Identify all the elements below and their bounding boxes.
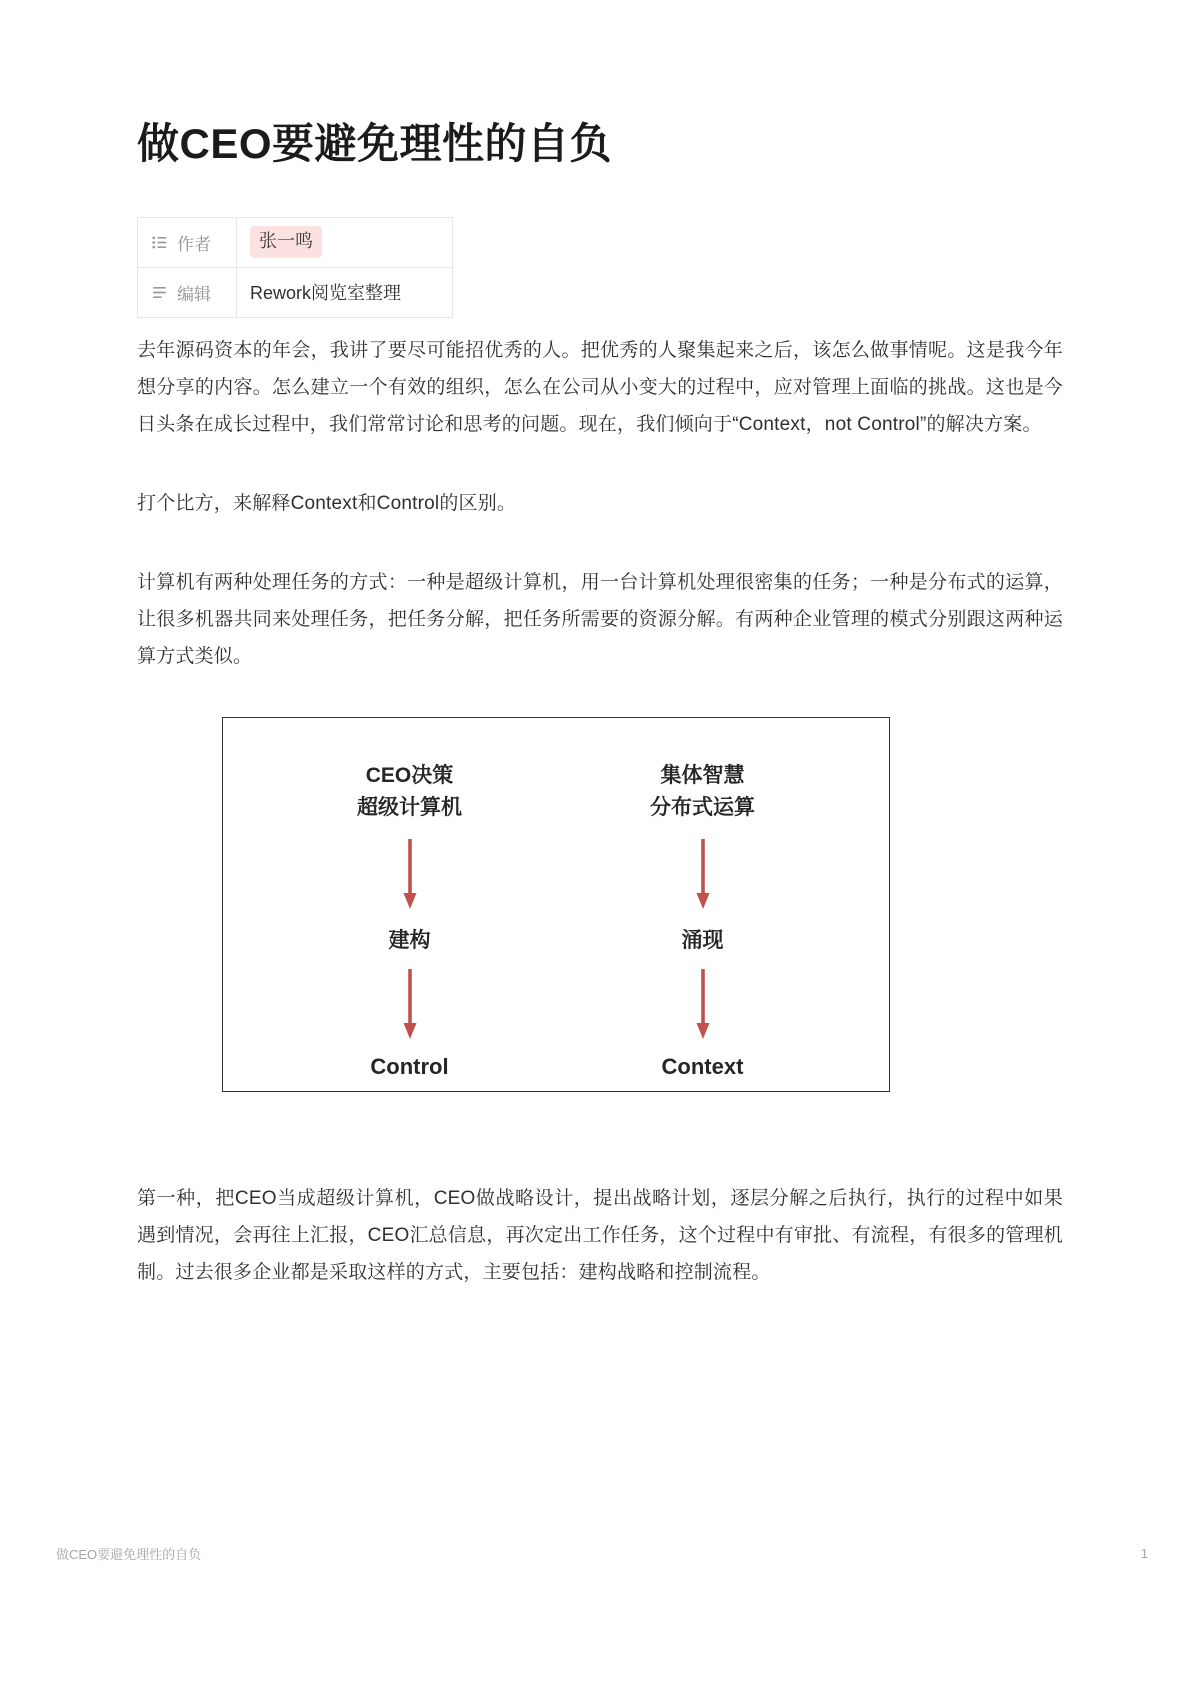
down-arrow-icon	[695, 969, 711, 1039]
property-value-editor	[237, 267, 453, 317]
diagram-top-line2-left: 超级计算机	[357, 795, 462, 819]
text-lines-icon	[151, 284, 168, 301]
page-footer	[56, 1544, 1148, 1563]
concept-diagram	[222, 717, 890, 1092]
property-label-inner	[151, 230, 226, 255]
paragraph-3: 计算机有两种处理任务的方式：一种是超级计算机，用一台计算机处理很密集的任务；一种是分布式的运算，让很多机器共同来处理任务，把任务分解，把任务所需要的资源分解。有两种企业管理的模式分别跟这两种运算方式类似。	[137, 571, 1063, 667]
paragraph-1: 去年源码资本的年会，我讲了要尽可能招优秀的人。把优秀的人聚集起来之后，该怎么做事情呢。这是我今年想分享的内容。怎么建立一个有效的组织，怎么在公司从小变大的过程中，应对管理上面临的挑战。这也是今日头条在成长过程中，我们常常讨论和思考的问题。现在，我们倾向于“Context，not Control”的解决方案。	[137, 339, 1063, 435]
property-label-inner	[151, 280, 226, 305]
diagram-top-line1-right: 集体智慧	[660, 763, 745, 787]
diagram-middle-label-left: 建构	[388, 928, 431, 952]
property-label-author	[138, 217, 237, 267]
property-row-author	[138, 217, 453, 267]
property-label-editor	[138, 267, 237, 317]
diagram-top-label-left	[357, 760, 462, 824]
down-arrow-icon	[402, 839, 418, 909]
property-row-editor	[138, 267, 453, 317]
page-title: 做CEO要避免理性的自负	[137, 120, 613, 167]
footer-page-number: 1	[1140, 1546, 1148, 1561]
property-label-text-author: 作者	[177, 234, 211, 254]
down-arrow-icon	[695, 839, 711, 909]
diagram-middle-label-right: 涌现	[681, 928, 724, 952]
diagram-top-line2-right: 分布式运算	[650, 795, 755, 819]
property-value-author	[237, 217, 453, 267]
diagram-column-control	[263, 760, 556, 1091]
bulleted-list-icon	[151, 234, 168, 251]
author-tag: 张一鸣	[250, 226, 322, 257]
paragraph-4: 第一种，把CEO当成超级计算机，CEO做战略设计，提出战略计划，逐层分解之后执行，执行的过程中如果遇到情况，会再往上汇报，CEO汇总信息，再次定出工作任务，这个过程中有审批、有流程，有很多的管理机制。过去很多企业都是采取这样的方式，主要包括：建构战略和控制流程。	[137, 1187, 1063, 1283]
diagram-top-line1-left: CEO决策	[365, 763, 454, 787]
properties-table	[137, 217, 453, 318]
diagram-column-context	[556, 760, 849, 1091]
footer-title: 做CEO要避免理性的自负	[56, 1547, 202, 1562]
editor-value-text: Rework阅览室整理	[250, 283, 402, 303]
diagram-bottom-label-right: Context	[661, 1053, 744, 1079]
paragraph-2: 打个比方，来解释Context和Control的区别。	[137, 492, 517, 514]
document-content	[137, 0, 1063, 1291]
property-label-text-editor: 编辑	[177, 284, 211, 304]
diagram-top-label-right	[650, 760, 755, 824]
down-arrow-icon	[402, 969, 418, 1039]
diagram-bottom-label-left: Control	[370, 1053, 449, 1079]
